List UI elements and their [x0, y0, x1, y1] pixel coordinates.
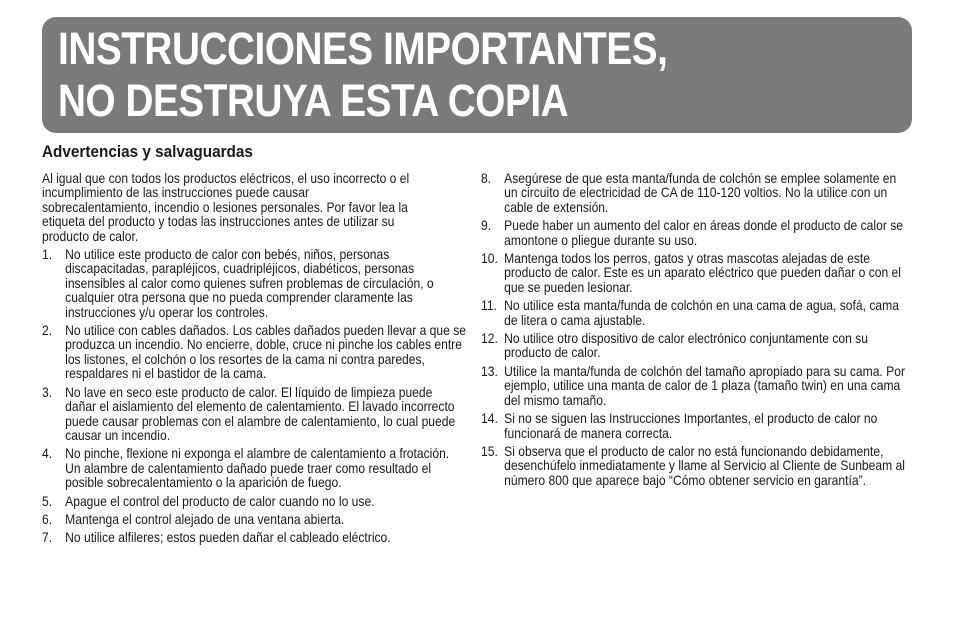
list-item-number: 1. — [42, 247, 53, 263]
list-item-number: 11. — [481, 298, 497, 314]
list-item-number: 6. — [42, 511, 53, 527]
list-item-text: No utilice este producto de calor con bebés, niños, personas discapacitadas, parapléjicos, cuadripléjicos, diabéticos, personas insensibles al calor como quienes sufren problemas de circulación, o cualquier otra persona que no pueda comprender claramente las instrucciones y/u operar los controles. — [65, 247, 434, 320]
list-item — [481, 445, 910, 488]
list-item-text: No utilice con cables dañados. Los cables dañados pueden llevar a que se produzca un incendio. No encierre, doble, cruce ni pinche los cables entre los listones, el colchón o los resortes de la cama ni contra paredes, respaldares ni el bastidor de la cama. — [65, 323, 467, 382]
list-item — [481, 172, 910, 215]
left-column — [42, 172, 468, 550]
list-item-number: 4. — [42, 446, 53, 462]
list-item-number: 2. — [42, 323, 53, 339]
list-item-text: Mantenga todos los perros, gatos y otras mascotas alejadas de este producto de calor. Este es un aparato eléctrico que pueden dañar o con el que se pueden lesionar. — [504, 251, 901, 295]
list-item-number: 5. — [42, 493, 53, 509]
list-item-text: No utilice otro dispositivo de calor electrónico conjuntamente con su producto de calor. — [504, 331, 868, 361]
list-item — [481, 412, 910, 441]
list-item-text: Mantenga el control alejado de una ventana abierta. — [65, 511, 345, 527]
list-item-text: No utilice esta manta/funda de colchón en una cama de agua, sofá, cama de litera o cama ajustable. — [504, 298, 899, 328]
left-column-content — [42, 172, 467, 546]
list-item-number: 12. — [481, 331, 498, 347]
list-item-text: No pinche, flexione ni exponga el alambre de calentamiento a frotación. Un alambre de calentamiento dañado puede traer como resultado el posible sobrecalentamiento o la aparición de fuego. — [65, 446, 450, 491]
list-item-text: Apague el control del producto de calor cuando no lo use. — [65, 493, 375, 509]
list-item — [42, 531, 467, 545]
banner-title-line-1: INSTRUCCIONES IMPORTANTES, — [58, 23, 668, 74]
list-item-text: No utilice alfileres; estos pueden dañar el cableado eléctrico. — [65, 530, 391, 546]
list-item — [42, 324, 467, 382]
intro-paragraph: Al igual que con todos los productos eléctricos, el uso incorrecto o el incumplimiento de las instrucciones puede causar sobrecalentamiento, incendio o lesiones personales. Por favor lea la etiqueta del producto y todas las instrucciones antes de utilizar su producto de calor. — [42, 171, 410, 244]
list-item — [42, 447, 467, 490]
list-item-number: 9. — [481, 218, 492, 234]
title-banner — [42, 17, 912, 133]
list-item-text: Si observa que el producto de calor no está funcionando debidamente, desenchúfelo inmediatamente y llame al Servicio al Cliente de Sunbeam al número 800 que aparece bajo “Cómo obtener servicio en garantía”. — [504, 443, 905, 488]
right-column — [481, 172, 911, 492]
list-item-number: 7. — [42, 530, 53, 546]
list-item-text: Utilice la manta/funda de colchón del tamaño apropiado para su cama. Por ejemplo, utilice una manta de calor de 1 plaza (tamaño twin) en una cama del mismo tamaño. — [504, 363, 905, 408]
list-item-number: 15. — [481, 443, 498, 459]
list-item — [42, 495, 467, 509]
list-item — [42, 513, 467, 527]
list-item-number: 8. — [481, 171, 492, 186]
list-item-number: 10. — [481, 251, 498, 267]
list-item — [42, 248, 467, 320]
list-item-text: Puede haber un aumento del calor en áreas donde el producto de calor se amontone o pliegue durante su uso. — [504, 218, 903, 248]
list-item — [481, 252, 910, 295]
list-item — [481, 365, 910, 408]
list-item — [42, 386, 467, 444]
list-item-text: Si no se siguen las Instrucciones Importantes, el producto de calor no funcionará de manera correcta. — [504, 411, 878, 441]
warning-list-left — [42, 248, 467, 546]
list-item-number: 14. — [481, 411, 498, 427]
list-item-number: 13. — [481, 363, 498, 379]
warning-list-right — [481, 172, 910, 488]
banner-title-line-2: NO DESTRUYA ESTA COPIA — [58, 75, 569, 126]
list-item-text: No lave en seco este producto de calor. El líquido de limpieza puede dañar el aislamiento del elemento de calentamiento. El lavado incorrecto puede causar problemas con el alambre de calentamiento, lo cual puede causar un incendio. — [65, 384, 456, 443]
list-item — [481, 332, 910, 361]
section-heading: Advertencias y salvaguardas — [42, 142, 253, 161]
list-item-text: Asegúrese de que esta manta/funda de colchón se emplee solamente en un circuito de electricidad de CA de 110-120 voltios. No la utilice con un cable de extensión. — [504, 171, 897, 215]
list-item-number: 3. — [42, 384, 53, 400]
list-item — [481, 219, 910, 248]
right-column-content — [481, 172, 910, 488]
list-item — [481, 299, 910, 328]
